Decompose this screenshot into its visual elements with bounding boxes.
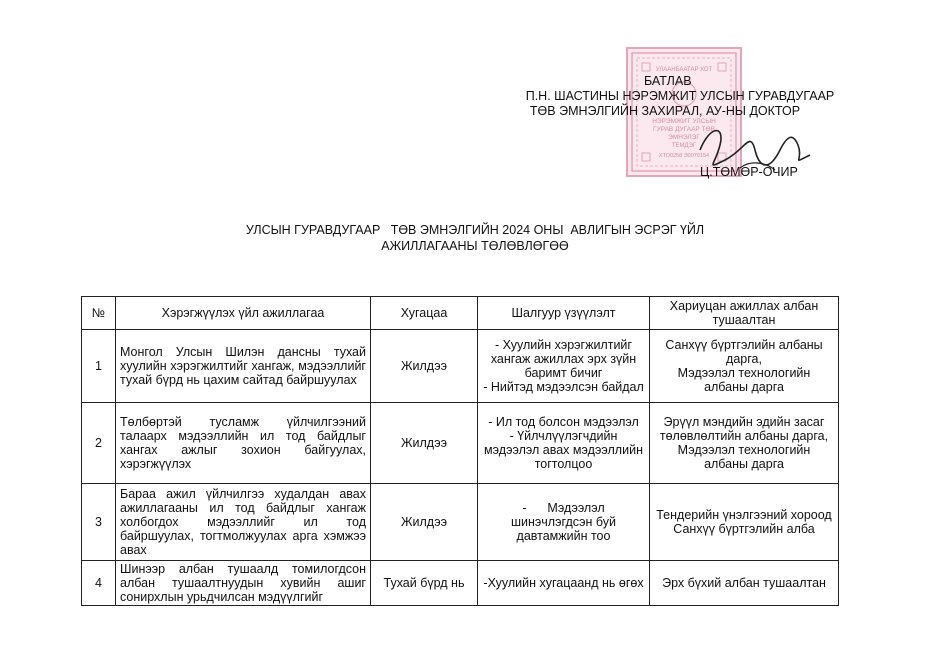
row-criteria: -Хуулийн хугацаанд нь өгөх	[478, 561, 650, 606]
svg-text:ТЕМДЭГ: ТЕМДЭГ	[671, 143, 697, 149]
row-period: Тухай бүрд нь	[371, 561, 478, 606]
row-responsible: Тендерийн үнэлгээний хороод Санхүү бүртгэлийн алба	[650, 484, 839, 561]
row-responsible: Эрх бүхий албан тушаалтан	[650, 561, 839, 606]
svg-text:ГУРАВ ДУГААР ТӨВ: ГУРАВ ДУГААР ТӨВ	[653, 126, 715, 133]
table-row	[82, 561, 839, 606]
row-criteria: - Ил тод болсон мэдээлэл - Үйлчлүүлэгчдийн мэдээлэл авах мэдээллийн тогтолцоо	[478, 403, 650, 484]
svg-text:ЭМНЭЛЭГ: ЭМНЭЛЭГ	[668, 134, 700, 141]
row-responsible: Эрүүл мэндийн эдийн засаг төлөвлөлтийн албаны дарга, Мэдээлэл технологийн албаны дарга	[650, 403, 839, 484]
approval-position-line2: ТӨВ ЭМНЭЛГИЙН ЗАХИРАЛ, АУ-НЫ ДОКТОР	[529, 104, 801, 118]
svg-text:ХТО0258 Э0070154: ХТО0258 Э0070154	[658, 153, 710, 159]
title-line2: АЖИЛЛАГААНЫ ТӨЛӨВЛӨГӨӨ	[381, 239, 569, 253]
plan-table	[81, 296, 839, 606]
row-period: Жилдээ	[371, 484, 478, 561]
approval-label: БАТЛАВ	[644, 74, 692, 88]
header-criteria: Шалгуур үзүүлэлт	[478, 297, 650, 330]
row-criteria: - Хуулийн хэрэгжилтийг хангаж ажиллах эрх зүйн баримт бичиг - Нийтэд мэдээлсэн байдал	[478, 330, 650, 403]
signer-name: Ц.ТӨМӨР-ОЧИР	[700, 165, 798, 179]
row-number: 4	[82, 561, 116, 606]
row-criteria: - Мэдээлэл шинэчлэгдсэн буй давтамжийн тоо	[478, 484, 650, 561]
document-title	[150, 222, 800, 254]
row-activity: Төлбөртэй тусламж үйлчилгээний талаарх мэдээллийн ил тод байдлыг хангах ажлыг зохион байгуулах, хэрэгжүүлэх	[116, 403, 371, 484]
table-header-row	[82, 297, 839, 330]
row-activity: Шинээр албан тушаалд томилогдсон албан тушаалтнуудын хувийн ашиг сонирхлын урьдчилсан мэдүүлгийг	[116, 561, 371, 606]
row-number: 2	[82, 403, 116, 484]
row-number: 3	[82, 484, 116, 561]
table-row	[82, 330, 839, 403]
header-activity: Хэрэгжүүлэх үйл ажиллагаа	[116, 297, 371, 330]
table-row	[82, 484, 839, 561]
svg-text:НЭРЭМЖИТ УЛСЫН: НЭРЭМЖИТ УЛСЫН	[652, 118, 716, 125]
title-line1: УЛСЫН ГУРАВДУГААР ТӨВ ЭМНЭЛГИЙН 2024 ОНЫ АВЛИГЫН ЭСРЭГ ҮЙЛ	[245, 223, 705, 237]
svg-text:УЛААНБААТАР ХОТ: УЛААНБААТАР ХОТ	[655, 67, 713, 73]
header-number: №	[82, 297, 116, 330]
table-row	[82, 403, 839, 484]
header-period: Хугацаа	[371, 297, 478, 330]
row-activity: Монгол Улсын Шилэн дансны тухай хуулийн хэрэгжилтийг хангаж, мэдээллийг тухай бүрд нь цахим сайтад байршуулах	[116, 330, 371, 403]
row-responsible: Санхүү бүртгэлийн албаны дарга, Мэдээлэл технологийн албаны дарга	[650, 330, 839, 403]
row-period: Жилдээ	[371, 330, 478, 403]
row-activity: Бараа ажил үйлчилгээ худалдан авах ажиллагааны ил тод байдлыг хангаж холбогдох мэдээллийг ил тод байршуулах, тогтмолжуулах арга хэмжээ авах	[116, 484, 371, 561]
approval-position-line1: П.Н. ШАСТИНЫ НЭРЭМЖИТ УЛСЫН ГУРАВДУГААР	[525, 89, 835, 103]
row-period: Жилдээ	[371, 403, 478, 484]
row-number: 1	[82, 330, 116, 403]
header-responsible: Хариуцан ажиллах албан тушаалтан	[650, 297, 839, 330]
